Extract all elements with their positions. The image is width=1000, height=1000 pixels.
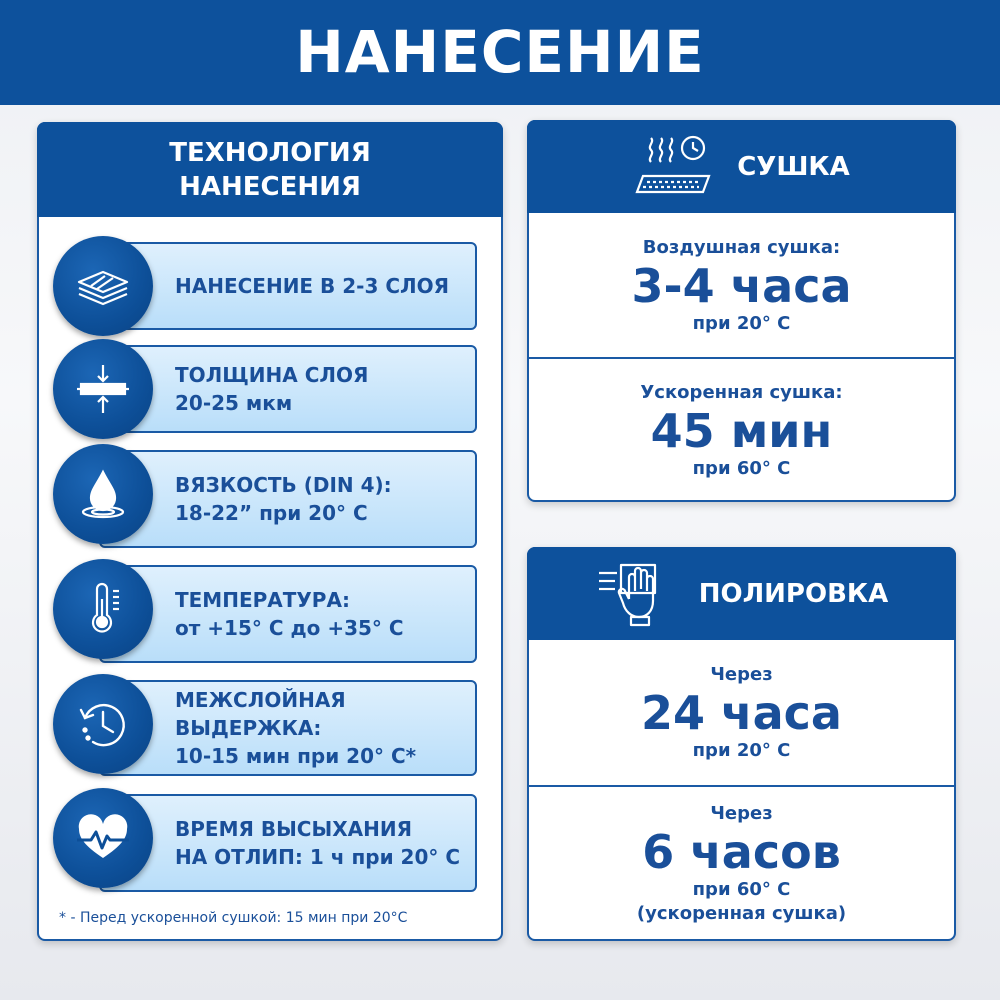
technology-title-line2: НАНЕСЕНИЯ xyxy=(179,171,361,202)
polishing-fast-note: (ускоренная сушка) xyxy=(636,903,847,924)
air-drying-label: Воздушная сушка: xyxy=(642,237,841,258)
air-drying-condition: при 20° С xyxy=(692,313,791,334)
step-text-line2: от +15° С до +35° С xyxy=(175,616,404,640)
technology-title-line1: ТЕХНОЛОГИЯ xyxy=(169,137,371,168)
step-icon-circle xyxy=(53,236,153,336)
polishing-normal-value: 24 часа xyxy=(641,686,842,740)
fast-drying-section xyxy=(529,359,954,502)
step-thickness xyxy=(53,345,477,433)
step-interlayer xyxy=(53,680,477,768)
drying-surface-icon xyxy=(633,132,719,202)
technology-panel-header xyxy=(37,122,503,217)
step-text-line2: 18-22” при 20° С xyxy=(175,501,368,525)
thickness-icon xyxy=(75,361,131,417)
step-text-line1: МЕЖСЛОЙНАЯ ВЫДЕРЖКА: xyxy=(175,688,346,740)
fast-drying-value: 45 мин xyxy=(650,403,833,458)
air-drying-section xyxy=(529,215,954,357)
step-text-line1: ВЯЗКОСТЬ (DIN 4): xyxy=(175,473,392,497)
step-text-line2: 10-15 мин при 20° С* xyxy=(175,744,417,768)
polishing-fast-value: 6 часов xyxy=(642,825,841,879)
polishing-normal-section xyxy=(529,642,954,784)
step-card xyxy=(99,242,477,330)
step-viscosity xyxy=(53,450,477,538)
polishing-fast-label: Через xyxy=(710,803,773,824)
drying-title: СУШКА xyxy=(737,151,850,182)
step-text-line1: ТОЛЩИНА СЛОЯ xyxy=(175,363,369,387)
polishing-panel-header xyxy=(527,547,956,640)
step-card xyxy=(99,450,477,548)
fast-drying-condition: при 60° С xyxy=(692,457,791,479)
step-icon-circle xyxy=(53,674,153,774)
page-title: НАНЕСЕНИЕ xyxy=(295,18,705,86)
polishing-normal-label: Через xyxy=(710,664,773,685)
step-icon-circle xyxy=(53,559,153,659)
step-text-line1: ТЕМПЕРАТУРА: xyxy=(175,588,350,612)
layers-icon xyxy=(75,258,131,314)
step-temperature xyxy=(53,565,477,653)
polishing-panel xyxy=(527,547,956,941)
step-icon-circle xyxy=(53,339,153,439)
technology-panel xyxy=(37,122,503,941)
step-card xyxy=(99,794,477,892)
drying-panel xyxy=(527,120,956,502)
polishing-title: ПОЛИРОВКА xyxy=(698,578,889,609)
polishing-fast-section xyxy=(529,787,954,941)
step-card xyxy=(99,565,477,663)
step-layers xyxy=(53,242,477,330)
step-card xyxy=(99,345,477,433)
drop-icon xyxy=(75,466,131,522)
step-icon-circle xyxy=(53,788,153,888)
step-tack-free xyxy=(53,794,477,882)
step-text-line1: НАНЕСЕНИЕ В 2-3 СЛОЯ xyxy=(175,274,450,298)
heartbeat-icon xyxy=(75,810,131,866)
polishing-normal-condition: при 20° С xyxy=(692,740,791,761)
step-icon-circle xyxy=(53,444,153,544)
air-drying-value: 3-4 часа xyxy=(631,259,852,313)
polishing-glove-icon xyxy=(595,559,681,629)
timer-icon xyxy=(75,696,131,752)
step-text-line2: НА ОТЛИП: 1 ч при 20° С xyxy=(175,845,461,869)
fast-drying-label: Ускоренная сушка: xyxy=(640,381,843,403)
polishing-fast-condition: при 60° С xyxy=(692,879,791,900)
step-text-line2: 20-25 мкм xyxy=(175,391,293,415)
step-card xyxy=(99,680,477,776)
step-text-line1: ВРЕМЯ ВЫСЫХАНИЯ xyxy=(175,817,412,841)
footnote: * - Перед ускоренной сушкой: 15 мин при 20°С xyxy=(59,910,408,926)
thermometer-icon xyxy=(75,581,131,637)
drying-panel-header xyxy=(527,120,956,213)
